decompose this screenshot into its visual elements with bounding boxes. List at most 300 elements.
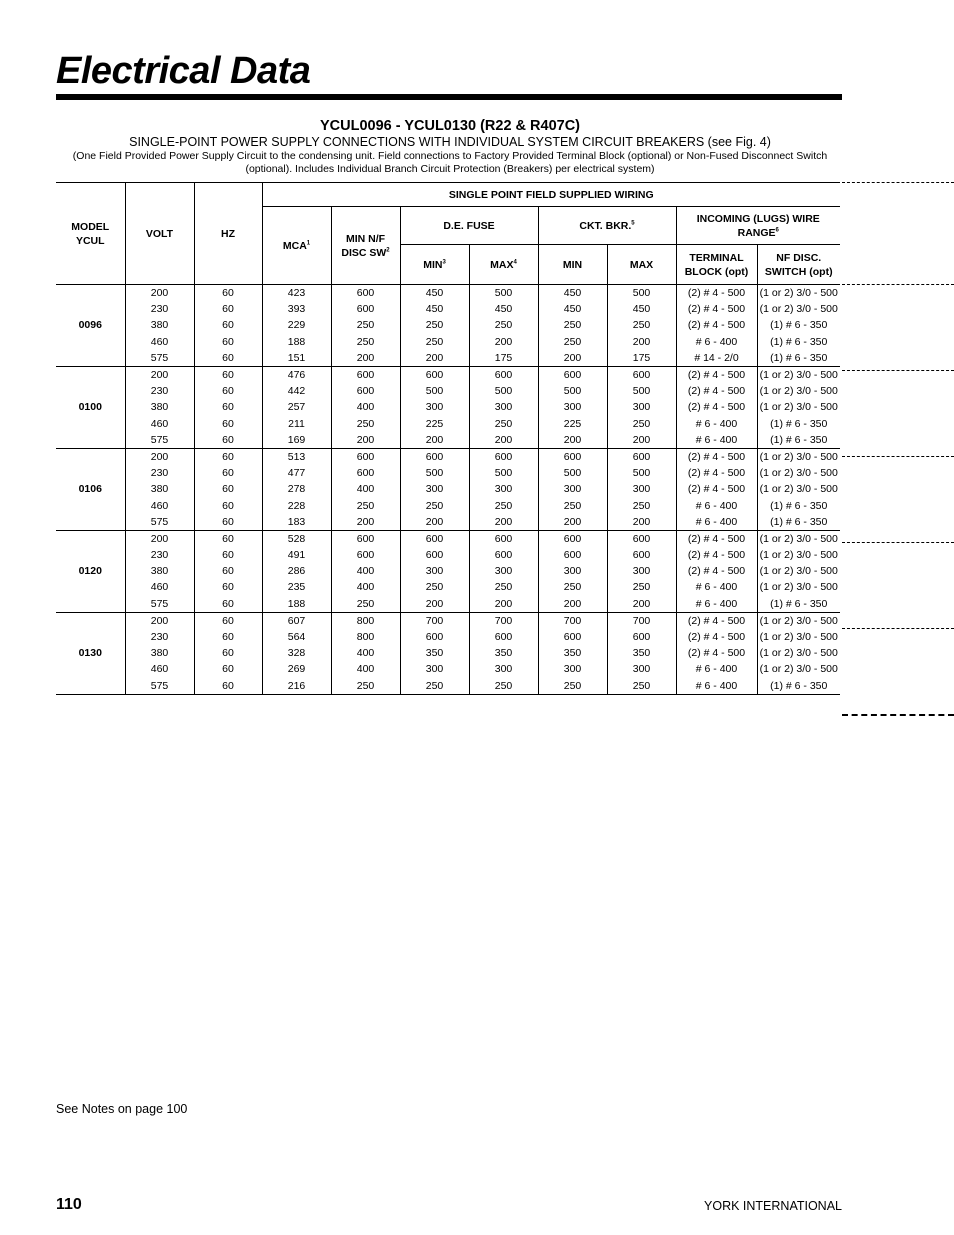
hz-cell: 60	[194, 334, 262, 350]
min-nf-disc-sw-cell: 600	[331, 465, 400, 481]
min-nf-disc-sw-cell: 400	[331, 661, 400, 677]
bkr-min-cell: 300	[538, 563, 607, 579]
mca-cell: 228	[262, 497, 331, 513]
dashed-line	[842, 628, 954, 629]
mca-cell: 513	[262, 448, 331, 465]
fuse-max-cell: 500	[469, 285, 538, 302]
nf-disc-switch-cell: (1 or 2) 3/0 - 500	[757, 563, 840, 579]
table-row	[56, 285, 840, 302]
min-nf-disc-sw-cell: 600	[331, 366, 400, 383]
table-subtitle: SINGLE-POINT POWER SUPPLY CONNECTIONS WITH INDIVIDUAL SYSTEM CIRCUIT BREAKERS (see Fig. 4)	[129, 135, 771, 149]
min-nf-disc-sw-cell: 200	[331, 514, 400, 531]
table-row	[56, 481, 840, 497]
terminal-block-cell: (2) # 4 - 500	[676, 399, 757, 415]
bkr-max-cell: 500	[607, 465, 676, 481]
table-row	[56, 497, 840, 513]
hz-cell: 60	[194, 530, 262, 547]
fuse-max-cell: 600	[469, 547, 538, 563]
dashed-line	[842, 182, 954, 183]
volt-cell: 460	[125, 416, 194, 432]
hz-cell: 60	[194, 678, 262, 695]
hz-cell: 60	[194, 366, 262, 383]
mca-cell: 188	[262, 596, 331, 613]
terminal-block-cell: (2) # 4 - 500	[676, 448, 757, 465]
bkr-max-cell: 600	[607, 547, 676, 563]
table-row	[56, 579, 840, 595]
nf-disc-switch-cell: (1 or 2) 3/0 - 500	[757, 285, 840, 302]
bkr-min-cell: 200	[538, 514, 607, 531]
bkr-min-cell: 250	[538, 317, 607, 333]
fuse-min-cell: 500	[400, 465, 469, 481]
table-row	[56, 678, 840, 695]
bkr-min-cell: 350	[538, 645, 607, 661]
dashed-line	[842, 542, 954, 543]
nf-disc-switch-cell: (1) # 6 - 350	[757, 334, 840, 350]
fuse-min-cell: 250	[400, 579, 469, 595]
nf-disc-switch-cell: (1 or 2) 3/0 - 500	[757, 629, 840, 645]
bkr-max-cell: 600	[607, 530, 676, 547]
table-header	[56, 183, 840, 285]
fuse-max-cell: 600	[469, 448, 538, 465]
table-row	[56, 629, 840, 645]
fuse-max-cell: 200	[469, 596, 538, 613]
nf-disc-switch-cell: (1 or 2) 3/0 - 500	[757, 366, 840, 383]
volt-cell: 230	[125, 547, 194, 563]
bkr-min-cell: 600	[538, 448, 607, 465]
table-row	[56, 432, 840, 449]
table-description-line1: (One Field Provided Power Supply Circuit to the condensing unit. Field connections to Factory Provided Terminal Block (optional) or Non-Fused Disconnect Switch	[72, 150, 828, 162]
fuse-max-cell: 300	[469, 661, 538, 677]
dashed-line	[842, 714, 954, 716]
terminal-block-cell: # 6 - 400	[676, 678, 757, 695]
terminal-block-cell: # 14 - 2/0	[676, 350, 757, 367]
header-nf-disc-switch: NF DISC. SWITCH (opt)	[757, 245, 840, 285]
fuse-max-cell: 300	[469, 399, 538, 415]
model-cell: 0130	[56, 612, 125, 694]
table-row	[56, 350, 840, 367]
fuse-max-cell: 600	[469, 366, 538, 383]
hz-cell: 60	[194, 596, 262, 613]
terminal-block-cell: (2) # 4 - 500	[676, 629, 757, 645]
mca-cell: 286	[262, 563, 331, 579]
header-incoming-lugs: INCOMING (LUGS) WIRE RANGE$^6$	[676, 207, 840, 245]
terminal-block-cell: # 6 - 400	[676, 579, 757, 595]
min-nf-disc-sw-cell: 600	[331, 547, 400, 563]
bkr-max-cell: 300	[607, 399, 676, 415]
fuse-max-cell: 300	[469, 481, 538, 497]
table-row	[56, 596, 840, 613]
bkr-max-cell: 200	[607, 432, 676, 449]
terminal-block-cell: # 6 - 400	[676, 416, 757, 432]
volt-cell: 200	[125, 285, 194, 302]
bkr-max-cell: 450	[607, 301, 676, 317]
volt-cell: 200	[125, 612, 194, 629]
nf-disc-switch-cell: (1 or 2) 3/0 - 500	[757, 579, 840, 595]
bkr-max-cell: 200	[607, 334, 676, 350]
min-nf-disc-sw-cell: 800	[331, 612, 400, 629]
mca-cell: 278	[262, 481, 331, 497]
mca-cell: 235	[262, 579, 331, 595]
fuse-min-cell: 225	[400, 416, 469, 432]
bkr-min-cell: 500	[538, 465, 607, 481]
volt-cell: 575	[125, 514, 194, 531]
hz-cell: 60	[194, 514, 262, 531]
min-nf-disc-sw-cell: 250	[331, 678, 400, 695]
bkr-min-cell: 600	[538, 629, 607, 645]
table-row	[56, 612, 840, 629]
table-row	[56, 661, 840, 677]
hz-cell: 60	[194, 563, 262, 579]
header-bkr-min: MIN	[538, 245, 607, 285]
fuse-max-cell: 450	[469, 301, 538, 317]
terminal-block-cell: (2) # 4 - 500	[676, 317, 757, 333]
fuse-min-cell: 200	[400, 350, 469, 367]
bkr-max-cell: 200	[607, 596, 676, 613]
volt-cell: 380	[125, 645, 194, 661]
header-bkr-max: MAX	[607, 245, 676, 285]
model-cell: 0120	[56, 530, 125, 612]
bkr-max-cell: 200	[607, 514, 676, 531]
bkr-min-cell: 600	[538, 366, 607, 383]
nf-disc-switch-cell: (1) # 6 - 350	[757, 350, 840, 367]
bkr-min-cell: 200	[538, 432, 607, 449]
min-nf-disc-sw-cell: 200	[331, 350, 400, 367]
fuse-min-cell: 700	[400, 612, 469, 629]
model-cell: 0100	[56, 366, 125, 448]
bkr-min-cell: 300	[538, 481, 607, 497]
terminal-block-cell: (2) # 4 - 500	[676, 465, 757, 481]
bkr-max-cell: 250	[607, 497, 676, 513]
bkr-min-cell: 450	[538, 285, 607, 302]
fuse-max-cell: 300	[469, 563, 538, 579]
hz-cell: 60	[194, 448, 262, 465]
mca-cell: 564	[262, 629, 331, 645]
terminal-block-cell: (2) # 4 - 500	[676, 366, 757, 383]
hz-cell: 60	[194, 350, 262, 367]
fuse-min-cell: 600	[400, 366, 469, 383]
table-row	[56, 334, 840, 350]
bkr-max-cell: 350	[607, 645, 676, 661]
electrical-data-table	[56, 182, 840, 695]
hz-cell: 60	[194, 629, 262, 645]
bkr-min-cell: 250	[538, 678, 607, 695]
nf-disc-switch-cell: (1) # 6 - 350	[757, 514, 840, 531]
terminal-block-cell: # 6 - 400	[676, 497, 757, 513]
fuse-max-cell: 350	[469, 645, 538, 661]
header-terminal-block: TERMINAL BLOCK (opt)	[676, 245, 757, 285]
fuse-min-cell: 500	[400, 383, 469, 399]
mca-cell: 269	[262, 661, 331, 677]
nf-disc-switch-cell: (1 or 2) 3/0 - 500	[757, 645, 840, 661]
bkr-max-cell: 250	[607, 416, 676, 432]
mca-cell: 229	[262, 317, 331, 333]
bkr-min-cell: 450	[538, 301, 607, 317]
min-nf-disc-sw-cell: 400	[331, 645, 400, 661]
mca-cell: 257	[262, 399, 331, 415]
terminal-block-cell: # 6 - 400	[676, 661, 757, 677]
table-description-line2: (optional). Includes Individual Branch Circuit Protection (Breakers) per electrical system)	[245, 163, 655, 175]
hz-cell: 60	[194, 497, 262, 513]
hz-cell: 60	[194, 645, 262, 661]
volt-cell: 380	[125, 563, 194, 579]
volt-cell: 575	[125, 432, 194, 449]
fuse-max-cell: 600	[469, 530, 538, 547]
mca-cell: 476	[262, 366, 331, 383]
fuse-max-cell: 700	[469, 612, 538, 629]
bkr-max-cell: 600	[607, 629, 676, 645]
hz-cell: 60	[194, 612, 262, 629]
table-row	[56, 301, 840, 317]
header-fuse-max: MAX$^4$	[469, 245, 538, 285]
nf-disc-switch-cell: (1) # 6 - 350	[757, 497, 840, 513]
terminal-block-cell: # 6 - 400	[676, 432, 757, 449]
header-model: MODEL YCUL	[56, 183, 125, 285]
mca-cell: 183	[262, 514, 331, 531]
fuse-min-cell: 300	[400, 661, 469, 677]
table-row	[56, 366, 840, 383]
volt-cell: 230	[125, 629, 194, 645]
hz-cell: 60	[194, 661, 262, 677]
bkr-min-cell: 600	[538, 547, 607, 563]
bkr-min-cell: 600	[538, 530, 607, 547]
nf-disc-switch-cell: (1) # 6 - 350	[757, 678, 840, 695]
nf-disc-switch-cell: (1 or 2) 3/0 - 500	[757, 612, 840, 629]
fuse-min-cell: 200	[400, 596, 469, 613]
fuse-min-cell: 600	[400, 530, 469, 547]
bkr-min-cell: 500	[538, 383, 607, 399]
min-nf-disc-sw-cell: 400	[331, 579, 400, 595]
volt-cell: 200	[125, 530, 194, 547]
min-nf-disc-sw-cell: 600	[331, 301, 400, 317]
terminal-block-cell: # 6 - 400	[676, 514, 757, 531]
fuse-min-cell: 200	[400, 432, 469, 449]
fuse-min-cell: 600	[400, 629, 469, 645]
fuse-min-cell: 250	[400, 334, 469, 350]
min-nf-disc-sw-cell: 400	[331, 481, 400, 497]
table-body	[56, 285, 840, 695]
fuse-min-cell: 250	[400, 317, 469, 333]
terminal-block-cell: (2) # 4 - 500	[676, 301, 757, 317]
table-row	[56, 530, 840, 547]
header-volt: VOLT	[125, 183, 194, 285]
fuse-max-cell: 200	[469, 432, 538, 449]
min-nf-disc-sw-cell: 600	[331, 383, 400, 399]
bkr-max-cell: 600	[607, 448, 676, 465]
bkr-max-cell: 500	[607, 285, 676, 302]
volt-cell: 460	[125, 497, 194, 513]
model-cell: 0096	[56, 285, 125, 367]
terminal-block-cell: # 6 - 400	[676, 334, 757, 350]
nf-disc-switch-cell: (1 or 2) 3/0 - 500	[757, 448, 840, 465]
min-nf-disc-sw-cell: 400	[331, 399, 400, 415]
bkr-max-cell: 600	[607, 366, 676, 383]
nf-disc-switch-cell: (1 or 2) 3/0 - 500	[757, 399, 840, 415]
company-name: YORK INTERNATIONAL	[704, 1199, 842, 1213]
fuse-max-cell: 500	[469, 465, 538, 481]
nf-disc-switch-cell: (1 or 2) 3/0 - 500	[757, 481, 840, 497]
bkr-min-cell: 200	[538, 350, 607, 367]
header-de-fuse: D.E. FUSE	[400, 207, 538, 245]
mca-cell: 442	[262, 383, 331, 399]
fuse-max-cell: 200	[469, 334, 538, 350]
bkr-min-cell: 250	[538, 334, 607, 350]
table-row	[56, 547, 840, 563]
min-nf-disc-sw-cell: 400	[331, 563, 400, 579]
min-nf-disc-sw-cell: 800	[331, 629, 400, 645]
fuse-max-cell: 500	[469, 383, 538, 399]
terminal-block-cell: (2) # 4 - 500	[676, 383, 757, 399]
volt-cell: 200	[125, 366, 194, 383]
mca-cell: 188	[262, 334, 331, 350]
hz-cell: 60	[194, 383, 262, 399]
page-title: Electrical Data	[56, 50, 311, 92]
hz-cell: 60	[194, 285, 262, 302]
header-min-nf-disc-sw: MIN N/F DISC $SW^2$	[331, 207, 400, 285]
nf-disc-switch-cell: (1) # 6 - 350	[757, 596, 840, 613]
table-row	[56, 563, 840, 579]
fuse-max-cell: 250	[469, 416, 538, 432]
min-nf-disc-sw-cell: 600	[331, 448, 400, 465]
min-nf-disc-sw-cell: 250	[331, 416, 400, 432]
fuse-min-cell: 350	[400, 645, 469, 661]
volt-cell: 380	[125, 399, 194, 415]
hz-cell: 60	[194, 317, 262, 333]
mca-cell: 169	[262, 432, 331, 449]
volt-cell: 460	[125, 579, 194, 595]
terminal-block-cell: (2) # 4 - 500	[676, 645, 757, 661]
bkr-min-cell: 300	[538, 661, 607, 677]
dashed-line	[842, 370, 954, 371]
mca-cell: 528	[262, 530, 331, 547]
bkr-min-cell: 225	[538, 416, 607, 432]
hz-cell: 60	[194, 481, 262, 497]
terminal-block-cell: (2) # 4 - 500	[676, 547, 757, 563]
mca-cell: 211	[262, 416, 331, 432]
min-nf-disc-sw-cell: 250	[331, 317, 400, 333]
title-rule	[56, 94, 842, 100]
table-row	[56, 465, 840, 481]
fuse-min-cell: 200	[400, 514, 469, 531]
mca-cell: 216	[262, 678, 331, 695]
table-row	[56, 645, 840, 661]
fuse-max-cell: 600	[469, 629, 538, 645]
bkr-max-cell: 250	[607, 317, 676, 333]
table-row	[56, 317, 840, 333]
fuse-min-cell: 250	[400, 497, 469, 513]
table-description	[56, 150, 844, 176]
mca-cell: 328	[262, 645, 331, 661]
mca-cell: 151	[262, 350, 331, 367]
volt-cell: 230	[125, 383, 194, 399]
header-single-point: SINGLE POINT FIELD SUPPLIED WIRING	[262, 183, 840, 207]
min-nf-disc-sw-cell: 600	[331, 530, 400, 547]
nf-disc-switch-cell: (1 or 2) 3/0 - 500	[757, 301, 840, 317]
hz-cell: 60	[194, 432, 262, 449]
bkr-min-cell: 250	[538, 497, 607, 513]
hz-cell: 60	[194, 399, 262, 415]
fuse-min-cell: 300	[400, 399, 469, 415]
bkr-max-cell: 175	[607, 350, 676, 367]
terminal-block-cell: (2) # 4 - 500	[676, 481, 757, 497]
hz-cell: 60	[194, 465, 262, 481]
bkr-max-cell: 250	[607, 579, 676, 595]
bkr-min-cell: 300	[538, 399, 607, 415]
bkr-max-cell: 300	[607, 661, 676, 677]
terminal-block-cell: (2) # 4 - 500	[676, 285, 757, 302]
bkr-max-cell: 700	[607, 612, 676, 629]
mca-cell: 607	[262, 612, 331, 629]
volt-cell: 380	[125, 317, 194, 333]
volt-cell: 200	[125, 448, 194, 465]
volt-cell: 380	[125, 481, 194, 497]
fuse-max-cell: 250	[469, 579, 538, 595]
hz-cell: 60	[194, 301, 262, 317]
fuse-min-cell: 450	[400, 285, 469, 302]
bkr-min-cell: 700	[538, 612, 607, 629]
volt-cell: 460	[125, 334, 194, 350]
terminal-block-cell: (2) # 4 - 500	[676, 612, 757, 629]
fuse-max-cell: 250	[469, 317, 538, 333]
mca-cell: 423	[262, 285, 331, 302]
bkr-max-cell: 500	[607, 383, 676, 399]
fuse-max-cell: 200	[469, 514, 538, 531]
table-row	[56, 448, 840, 465]
dashed-line	[842, 284, 954, 285]
nf-disc-switch-cell: (1 or 2) 3/0 - 500	[757, 547, 840, 563]
fuse-min-cell: 300	[400, 563, 469, 579]
bkr-min-cell: 200	[538, 596, 607, 613]
header-hz: HZ	[194, 183, 262, 285]
min-nf-disc-sw-cell: 200	[331, 432, 400, 449]
nf-disc-switch-cell: (1) # 6 - 350	[757, 432, 840, 449]
volt-cell: 575	[125, 678, 194, 695]
min-nf-disc-sw-cell: 600	[331, 285, 400, 302]
bkr-min-cell: 250	[538, 579, 607, 595]
terminal-block-cell: (2) # 4 - 500	[676, 530, 757, 547]
min-nf-disc-sw-cell: 250	[331, 596, 400, 613]
bkr-max-cell: 300	[607, 481, 676, 497]
min-nf-disc-sw-cell: 250	[331, 497, 400, 513]
volt-cell: 460	[125, 661, 194, 677]
table-title: YCUL0096 - YCUL0130 (R22 & R407C)	[319, 118, 581, 134]
nf-disc-switch-cell: (1 or 2) 3/0 - 500	[757, 661, 840, 677]
header-mca: MCA$^1$	[262, 207, 331, 285]
nf-disc-switch-cell: (1 or 2) 3/0 - 500	[757, 530, 840, 547]
fuse-max-cell: 175	[469, 350, 538, 367]
table-row	[56, 383, 840, 399]
nf-disc-switch-cell: (1 or 2) 3/0 - 500	[757, 465, 840, 481]
hz-cell: 60	[194, 416, 262, 432]
min-nf-disc-sw-cell: 250	[331, 334, 400, 350]
volt-cell: 575	[125, 350, 194, 367]
volt-cell: 230	[125, 465, 194, 481]
fuse-max-cell: 250	[469, 497, 538, 513]
bkr-max-cell: 250	[607, 678, 676, 695]
nf-disc-switch-cell: (1) # 6 - 350	[757, 416, 840, 432]
bkr-max-cell: 300	[607, 563, 676, 579]
fuse-min-cell: 600	[400, 547, 469, 563]
header-ckt-bkr: CKT. BKR.$^5$	[538, 207, 676, 245]
terminal-block-cell: # 6 - 400	[676, 596, 757, 613]
table-row	[56, 416, 840, 432]
fuse-max-cell: 250	[469, 678, 538, 695]
fuse-min-cell: 300	[400, 481, 469, 497]
hz-cell: 60	[194, 547, 262, 563]
notes-reference: See Notes on page 100	[56, 1102, 188, 1116]
header-fuse-min: MIN$^3$	[400, 245, 469, 285]
dashed-line	[842, 456, 954, 457]
fuse-min-cell: 250	[400, 678, 469, 695]
